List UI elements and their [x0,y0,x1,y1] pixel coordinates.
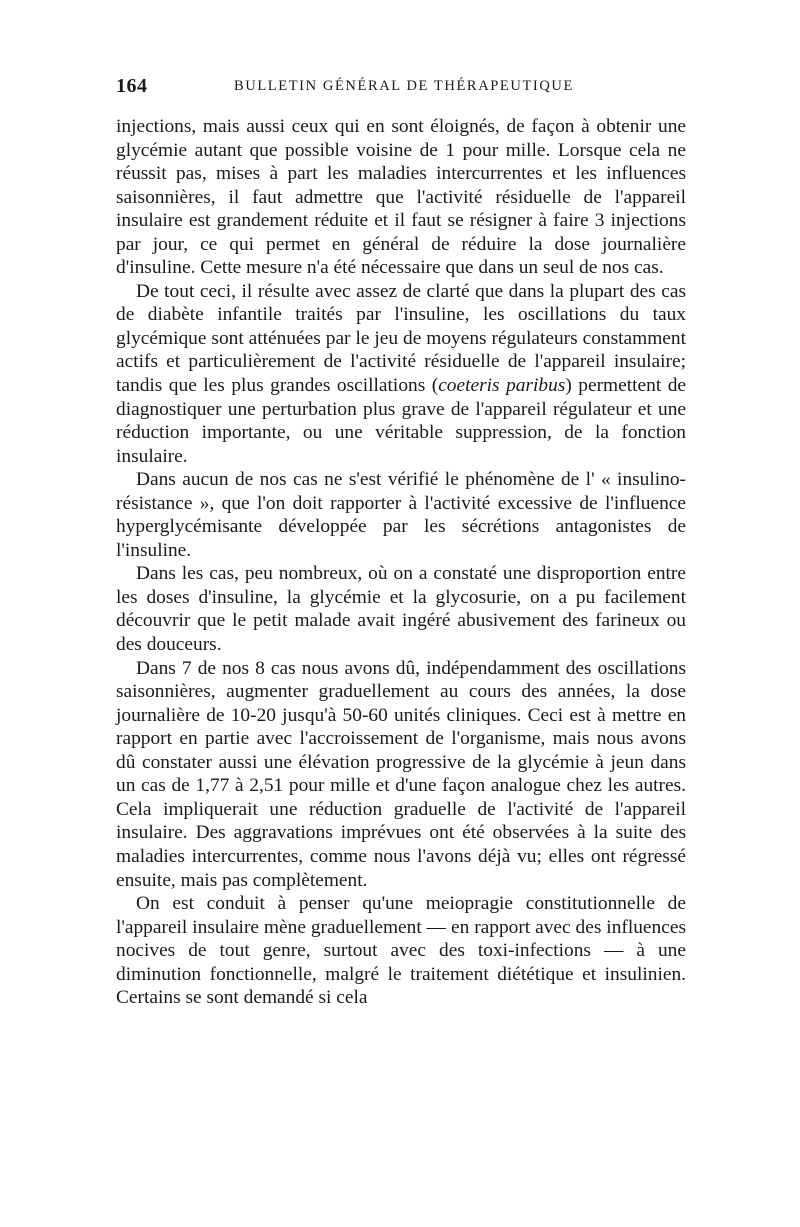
paragraph-2 [116,280,686,468]
page-header [116,75,686,105]
paragraph-1-continuation: injections, mais aussi ceux qui en sont éloignés, de façon à obtenir une glycémie autant que possible voisine de 1 pour mille. Lorsque cela ne réussit pas, mises à part les maladies intercurrentes et les influences saisonnières, il faut admettre que l'activité résiduelle de l'appareil insulaire est grandement réduite et il faut se résigner à faire 3 injections par jour, ce qui permet en général de réduire la dose journalière d'insuline. Cette mesure n'a été nécessaire que dans un seul de nos cas. [116,116,686,279]
running-title: BULLETIN GÉNÉRAL DE THÉRAPEUTIQUE [234,78,574,94]
paragraph-2-text-start: De tout ceci, il résulte avec assez de clarté que dans la plupart des cas de diabète infantile traités par l'insuline, les oscillations du taux glycémique sont atténuées par le jeu de moyens régulateurs constamment actifs et particulièrement de l'activité résiduelle de l'appareil insulaire; tandis que les plus grandes oscillations ( [116,280,686,397]
paragraph-4: Dans les cas, peu nombreux, où on a constaté une disproportion entre les doses d'insuline, la glycémie et la glycosurie, on a pu facilement découvrir que le petit malade avait ingéré abusivement des farineux ou des douceurs. [116,563,686,656]
paragraph-6: On est conduit à penser qu'une meiopragie constitutionnelle de l'appareil insulaire mène graduellement — en rapport avec des influences nocives de tout genre, surtout avec des toxi-infections — à une diminution fonctionnelle, malgré le traitement diététique et insulinien. Certains se sont demandé si cela [116,893,686,1009]
paragraph-2-text-end: ) permettent de diagnostiquer une perturbation plus grave de l'appareil régulateur et une réduction importante, ou une véritable suppression, de la fonction insulaire. [116,375,686,467]
paragraph-3: Dans aucun de nos cas ne s'est vérifié le phénomène de l' « insulino-résistance », que l'on doit rapporter à l'activité excessive de l'influence hyperglycémisante développée par les sécrétions antagonistes de l'insuline. [116,469,686,561]
latin-phrase: coeteris paribus [438,375,566,397]
page-number: 164 [116,75,148,97]
body-text [116,115,686,1010]
paragraph-5: Dans 7 de nos 8 cas nous avons dû, indépendamment des oscillations saisonnières, augmenter graduellement au cours des années, la dose journalière de 10-20 jusqu'à 50-60 unités cliniques. Ceci est à mettre en rapport en partie avec l'accroissement de l'organisme, mais nous avons dû constater aussi une élévation progressive de la glycémie à jeun dans un cas de 1,77 à 2,51 pour mille et d'une façon analogue chez les autres. Cela impliquerait une réduction graduelle de l'activité de l'appareil insulaire. Des aggravations imprévues ont été observées à la suite des maladies intercurrentes, comme nous l'avons déjà vu; elles ont régressé ensuite, mais pas complètement. [116,657,686,891]
